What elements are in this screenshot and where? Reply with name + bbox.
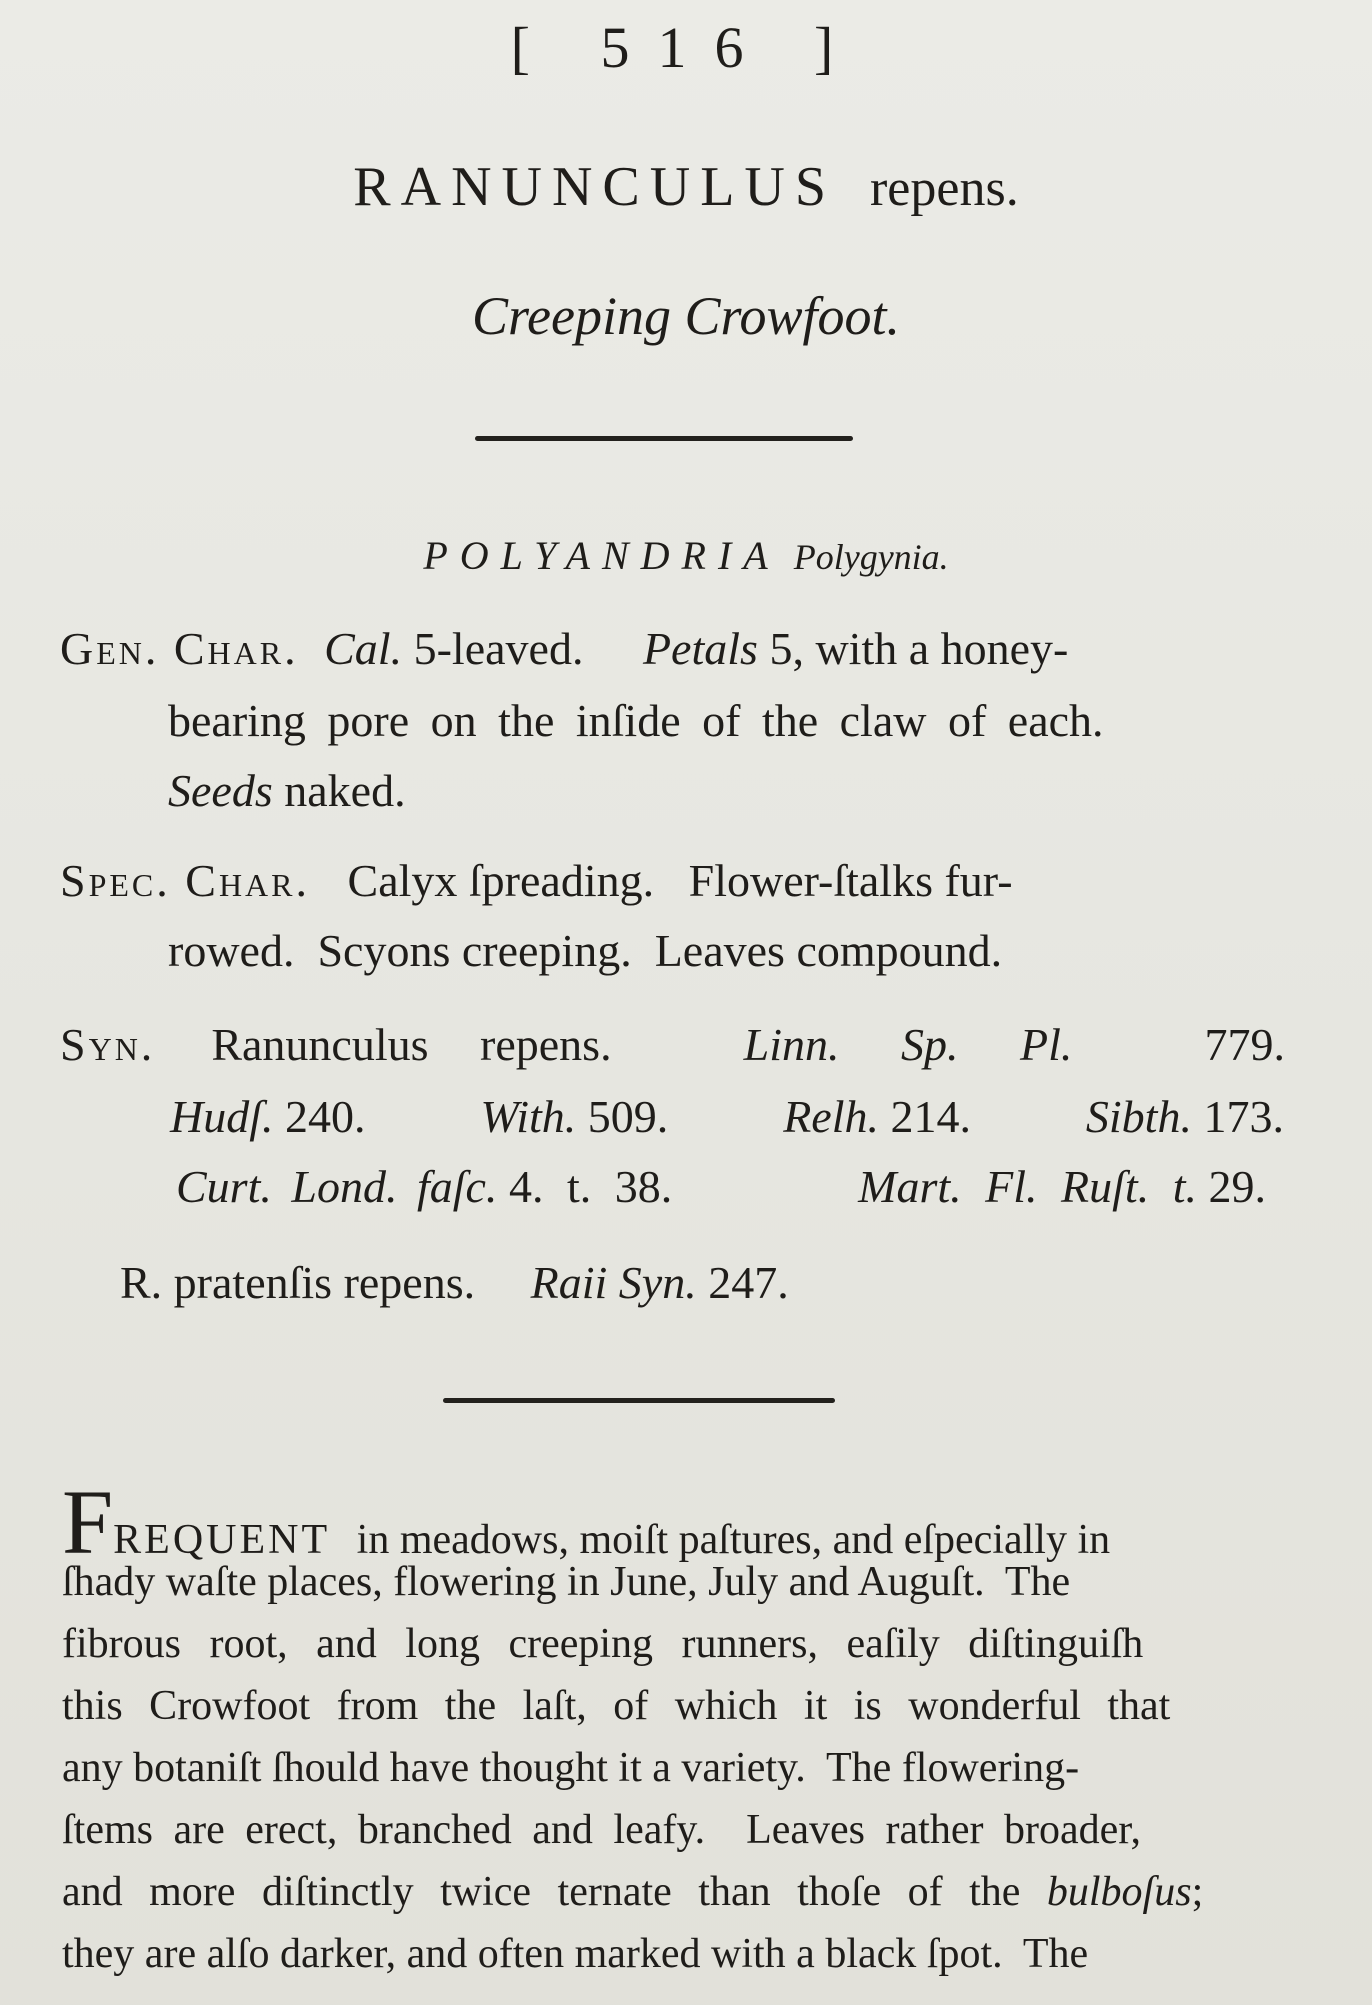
- description-line-2: ſhady waſte places, flowering in June, July and Auguſt. The: [62, 1559, 1071, 1605]
- species-title: [0, 155, 1372, 219]
- synonym-citation: [783, 1090, 971, 1143]
- common-name: Creeping Crowfoot.: [471, 286, 901, 346]
- description-text: ;: [1191, 1869, 1204, 1915]
- gen-char-label: Gen. Char.: [60, 623, 299, 674]
- gen-char-term-calyx: Cal.: [324, 623, 403, 674]
- syn-label: Syn.: [60, 1019, 156, 1070]
- synonymy-line-3: [176, 1160, 1266, 1213]
- synonym-page: 247.: [708, 1257, 789, 1308]
- synonym-name: R. pratenſis repens.: [120, 1257, 476, 1308]
- section-divider: [475, 436, 853, 441]
- synonym-citation: [170, 1090, 366, 1143]
- gen-char-line-3: [168, 764, 406, 817]
- citation-author: Sibth.: [1085, 1091, 1192, 1142]
- citation-page: 173.: [1203, 1091, 1284, 1142]
- description-line-5: any botaniſt ſhould have thought it a variety. The flowering-: [62, 1745, 1080, 1791]
- species-epithet: repens.: [869, 160, 1019, 217]
- citation-author: Relh.: [783, 1091, 879, 1142]
- spec-char-label: Spec. Char.: [60, 855, 311, 906]
- citation-author: Curt. Lond. faſc.: [176, 1161, 498, 1212]
- gen-char-text: 5, with a honey-: [769, 623, 1069, 674]
- drop-cap: F: [62, 1471, 114, 1573]
- gen-char-term-seeds: Seeds: [168, 765, 273, 816]
- description-line-1: [62, 1471, 1111, 1573]
- description-line-8: they are alſo darker, and often marked with a black ſpot. The: [62, 1931, 1089, 1977]
- species-reference: bulboſus: [1046, 1869, 1192, 1915]
- citation-page: 240.: [285, 1091, 366, 1142]
- citation-page: 4. t. 38.: [508, 1161, 673, 1212]
- synonym-citation: [858, 1160, 1266, 1213]
- description-line-3: fibrous root, and long creeping runners, eaſily diſtinguiſh: [62, 1621, 1144, 1667]
- spec-char-text: Calyx ſpreading. Flower-ſtalks fur-: [347, 855, 1013, 906]
- citation-author: Mart. Fl. Ruſt. t.: [858, 1161, 1197, 1212]
- synonymy-line-2: [170, 1090, 1284, 1143]
- synonym-reference: Linn. Sp. Pl.: [743, 1019, 1073, 1070]
- synonym-citation: [480, 1090, 668, 1143]
- synonym-name: Ranunculus repens.: [211, 1019, 612, 1070]
- genus-name: RANUNCULUS: [353, 156, 836, 218]
- gen-char-line-2: bearing pore on the inſide of the claw of each.: [168, 695, 1104, 746]
- class-name: POLYANDRIA: [423, 533, 780, 578]
- citation-page: 509.: [587, 1091, 669, 1142]
- description-text: and more diſtinctly twice ternate than thoſe of the: [62, 1869, 1021, 1915]
- citation-page: 29.: [1208, 1161, 1266, 1212]
- order-name: Polygynia.: [793, 537, 949, 577]
- description-line-4: this Crowfoot from the laſt, of which it is wonderful that: [62, 1683, 1171, 1729]
- gen-char-text: naked.: [284, 765, 406, 816]
- synonym-reference: Raii Syn.: [530, 1257, 697, 1308]
- section-divider: [443, 1398, 835, 1403]
- gen-char-text: 5-leaved.: [413, 623, 584, 674]
- description-line-6: ſtems are erect, branched and leafy. Leaves rather broader,: [62, 1807, 1142, 1853]
- first-word: REQUENT: [113, 1517, 331, 1563]
- synonym-citation: [1086, 1090, 1284, 1143]
- synonymy-line-4: [120, 1256, 789, 1309]
- synonymy-line-1: [60, 1018, 1285, 1071]
- synonymy-lead: [60, 1018, 612, 1071]
- spec-char-line-2: rowed. Scyons creeping. Leaves compound.: [168, 925, 1003, 976]
- linnaean-classification: [0, 532, 1372, 579]
- gen-char-line-1: [60, 622, 1068, 675]
- citation-page: 214.: [890, 1091, 971, 1142]
- description-text: in meadows, moiſt paſtures, and eſpecially in: [356, 1517, 1111, 1563]
- synonym-citation: [176, 1160, 672, 1213]
- page-number: [ 516 ]: [510, 15, 862, 80]
- synonym-page: 779.: [1204, 1019, 1285, 1070]
- spec-char-line-1: [60, 854, 1013, 907]
- citation-author: Hudſ.: [170, 1091, 274, 1142]
- gen-char-term-petals: Petals: [642, 623, 758, 674]
- citation-author: With.: [480, 1091, 577, 1142]
- description-line-7: [62, 1868, 1203, 1916]
